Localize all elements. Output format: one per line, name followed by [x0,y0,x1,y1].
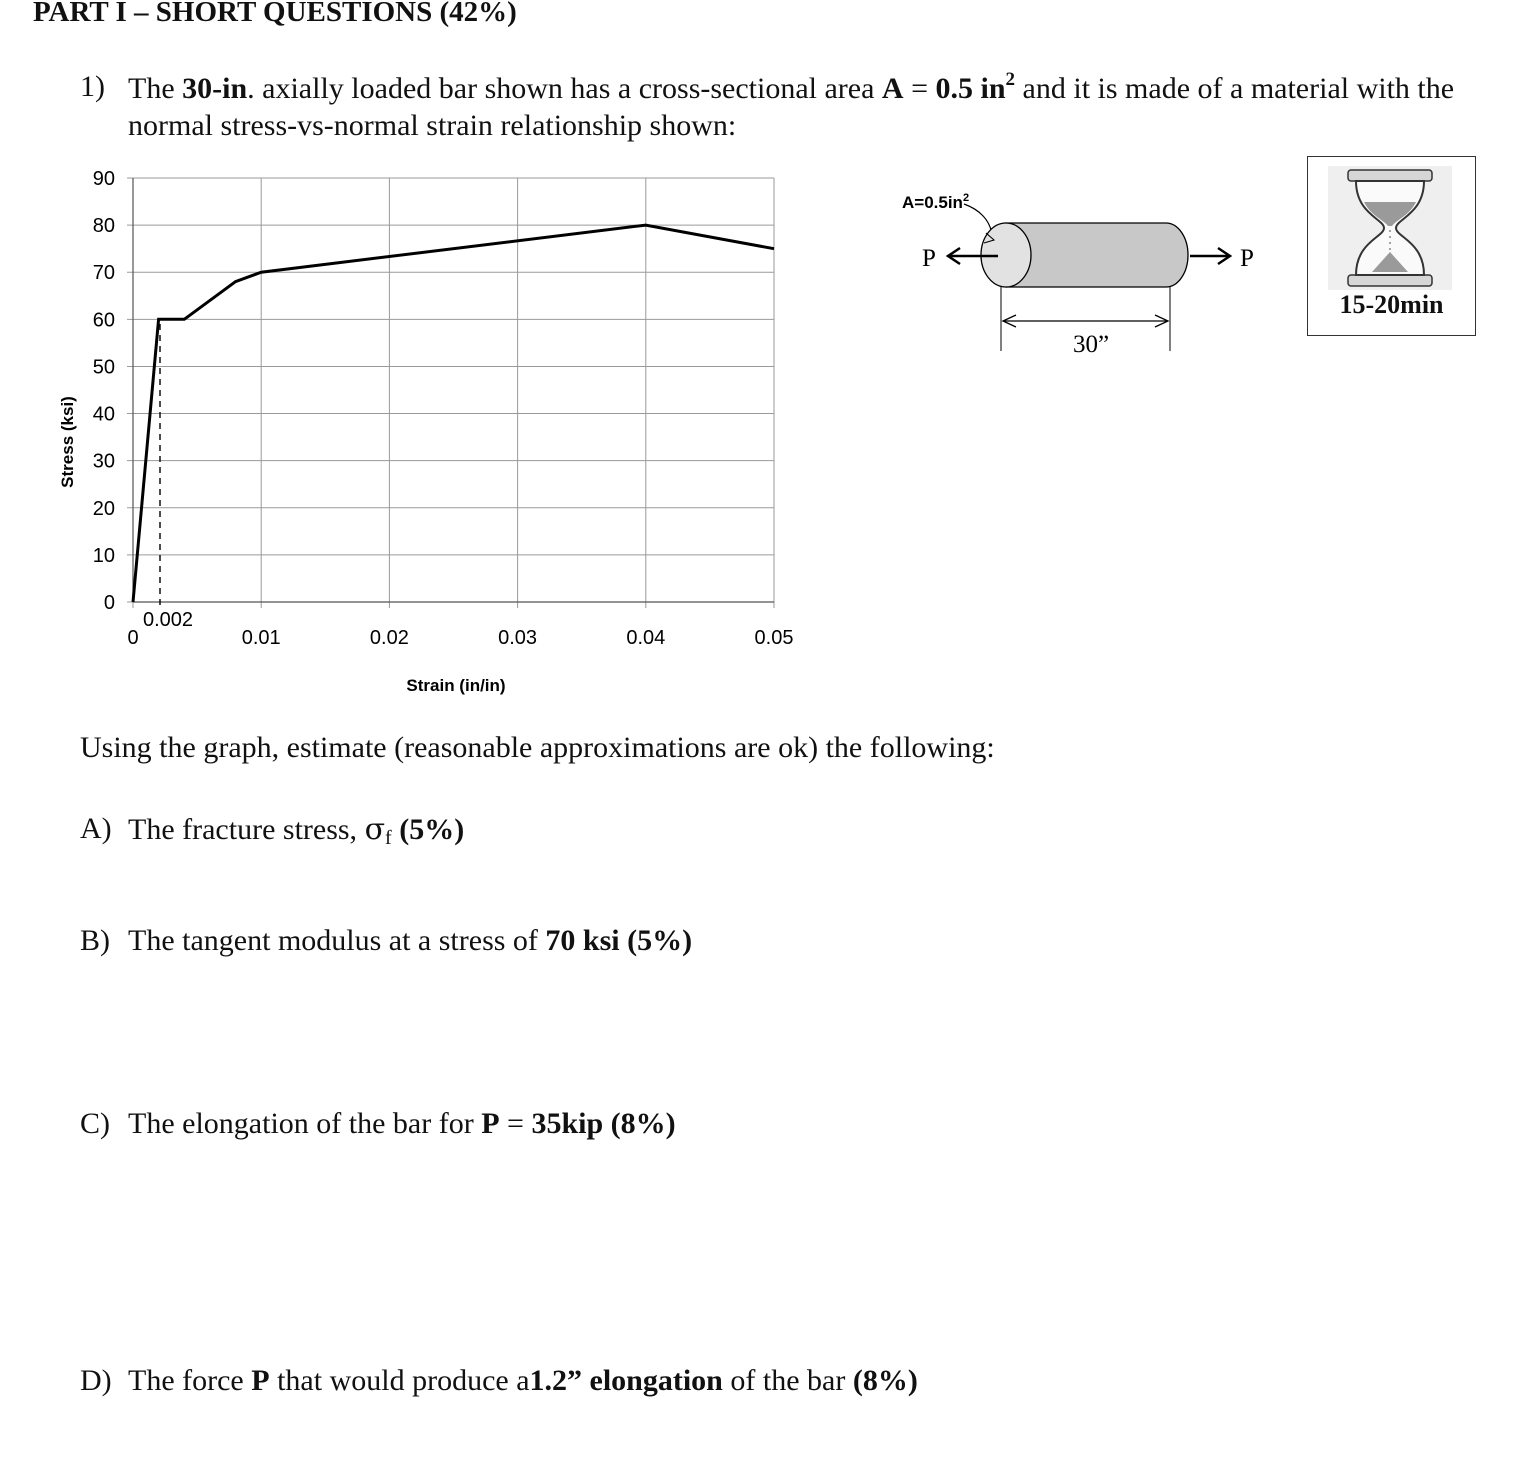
area-label: $A=0.5in^2$ [902,192,970,212]
x-tick-label: 0.05 [754,627,794,649]
x-tick-label: 0.03 [498,627,538,649]
question-text: The 30-in. axially loaded bar shown has a cross-sectional area A = 0.5 $in^2$ and it is made of a material with the normal stress-vs-normal strain relationship shown: [128,69,1455,142]
y-tick-label: 70 [92,262,115,285]
load-left-label: P [922,245,936,272]
x-axis-label: Strain (in/in) [406,676,506,695]
timer-label: 15-20min [1339,290,1444,319]
y-tick-label: 20 [92,497,115,520]
part-c-text: The elongation of the bar for P = 35kip (8%) [128,1107,676,1140]
length-label: 30” [1072,331,1110,358]
area-pointer [964,204,992,235]
part-b-label: B) [80,924,110,957]
section-heading: PART I – SHORT QUESTIONS (42%) [33,0,517,28]
load-right-label: P [1240,245,1254,272]
chart-ticks [93,168,794,649]
y-tick-label: 60 [92,309,115,332]
y-tick-label: 80 [92,215,115,238]
part-a-text: The fracture stress, σf (5%) [128,812,465,849]
x-tick-label: 0.04 [626,627,666,649]
bar-body [1006,223,1188,287]
y-tick-label: 50 [92,356,115,379]
question-number: 1) [80,70,105,103]
x-tick-label: 0.01 [241,627,281,649]
y-tick-label: 90 [92,168,115,190]
y-tick-label: 10 [92,544,115,567]
strain-annotation: 0.002 [143,609,194,631]
part-b-text: The tangent modulus at a stress of 70 ksi (5%) [128,924,693,957]
part-d-text: The force P that would produce a1.2” elongation of the bar (8%) [128,1364,918,1397]
y-tick-label: 30 [92,450,115,473]
y-tick-label: 0 [103,592,115,614]
part-d-label: D) [80,1364,112,1397]
hourglass-icon [1326,164,1454,292]
part-a-label: A) [80,812,112,845]
bar-diagram [880,175,1300,365]
part-c-label: C) [80,1107,110,1140]
x-tick-label: 0 [127,627,139,649]
y-tick-label: 40 [92,403,115,426]
y-axis-label: Stress (ksi) [58,396,77,488]
stress-strain-chart [0,160,820,705]
x-tick-label: 0.02 [369,627,409,649]
chart-grid [127,178,774,608]
instructions: Using the graph, estimate (reasonable approximations are ok) the following: [80,731,995,764]
